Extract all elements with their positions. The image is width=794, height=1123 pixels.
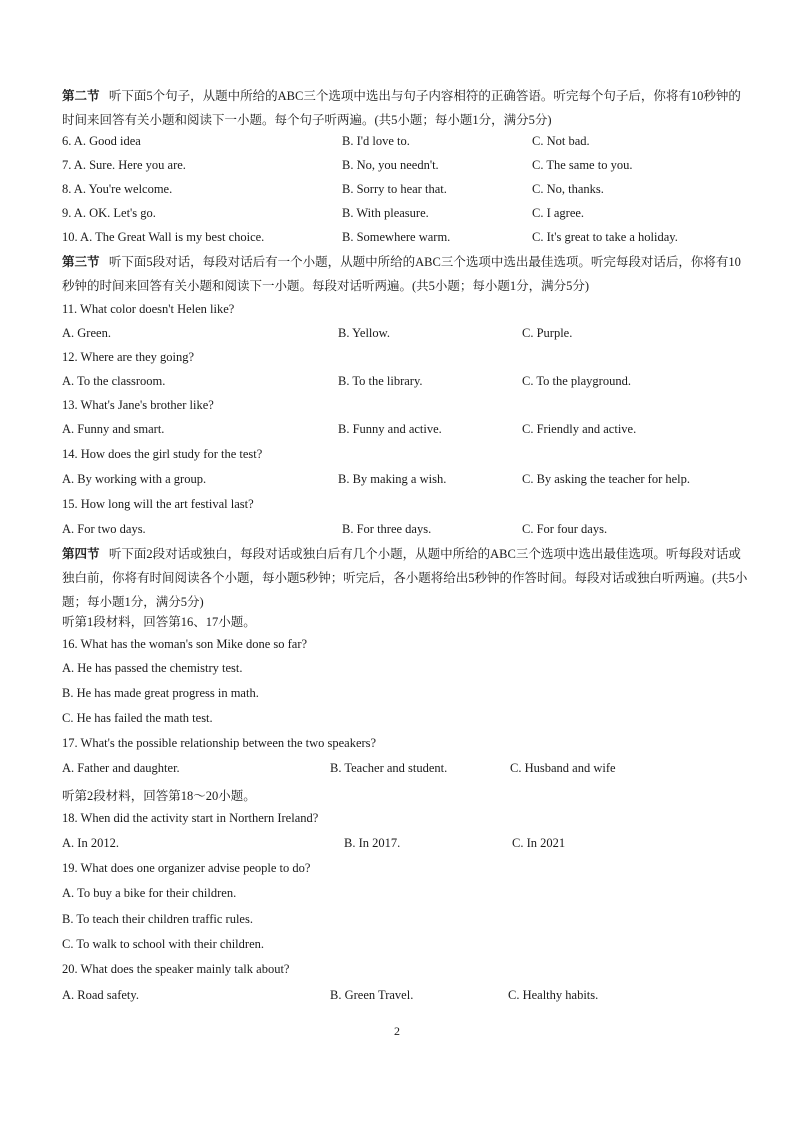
option-c: C. Purple.	[522, 326, 573, 340]
section-3-instructions	[62, 250, 752, 298]
option-c: C. No, thanks.	[532, 182, 604, 196]
option-b: B. I'd love to.	[342, 134, 410, 148]
question-row	[62, 230, 762, 252]
option-b: B. Teacher and student.	[330, 761, 448, 775]
material-instruction: 听第2段材料，回答第18～20小题。	[62, 789, 256, 803]
option-b: B. He has made great progress in math.	[62, 686, 259, 700]
question-stem: 17. What's the possible relationship between the two speakers?	[62, 736, 377, 750]
option-row	[62, 422, 762, 444]
option-a: 7. A. Sure. Here you are.	[62, 158, 186, 172]
option-row	[62, 836, 762, 858]
option-row	[62, 326, 762, 348]
option-a: 9. A. OK. Let's go.	[62, 206, 156, 220]
option-row	[62, 472, 762, 494]
option-b: B. Green Travel.	[330, 988, 414, 1002]
option-a: A. He has passed the chemistry test.	[62, 661, 243, 675]
question-stem: 20. What does the speaker mainly talk about?	[62, 962, 290, 976]
option-a: A. For two days.	[62, 522, 146, 536]
section-4-instructions	[62, 542, 752, 614]
option-b: B. By making a wish.	[338, 472, 447, 486]
question-stem: 19. What does one organizer advise people to do?	[62, 861, 311, 875]
option-c: C. Not bad.	[532, 134, 590, 148]
section-text: 听下面5个句子，从题中所给的ABC三个选项中选出与句子内容相符的正确答语。听完每个句子后，你将有10秒钟的时间来回答有关小题和阅读下一小题。每个句子听两遍。(共5小题；每小题1分，满分5分)	[62, 89, 741, 127]
option-b: B. Sorry to hear that.	[342, 182, 447, 196]
option-a: A. In 2012.	[62, 836, 119, 850]
question-stem: 18. When did the activity start in Northern Ireland?	[62, 811, 319, 825]
section-text: 听下面2段对话或独白，每段对话或独白后有几个小题，从题中所给的ABC三个选项中选出最佳选项。听每段对话或独白前，你将有时间阅读各个小题，每小题5秒钟；听完后，各小题将给出5秒钟的作答时间。每段对话或独白听两遍。(共5小题；每小题1分，满分5分)	[62, 547, 748, 609]
option-a: A. Funny and smart.	[62, 422, 165, 436]
option-c: C. Healthy habits.	[508, 988, 599, 1002]
section-heading: 第三节	[62, 255, 100, 269]
option-a: A. To buy a bike for their children.	[62, 886, 237, 900]
option-b: B. Funny and active.	[338, 422, 442, 436]
option-c: C. To the playground.	[522, 374, 631, 388]
option-row	[62, 522, 762, 544]
question-stem: 15. How long will the art festival last?	[62, 497, 254, 511]
option-b: B. For three days.	[342, 522, 432, 536]
section-text: 听下面5段对话，每段对话后有一个小题，从题中所给的ABC三个选项中选出最佳选项。听完每段对话后，你将有10秒钟的时间来回答有关小题和阅读下一小题。每段对话听两遍。(共5小题；每小题1分，满分5分)	[62, 255, 741, 293]
option-b: B. With pleasure.	[342, 206, 429, 220]
question-stem: 16. What has the woman's son Mike done so far?	[62, 637, 308, 651]
option-a: A. By working with a group.	[62, 472, 207, 486]
option-c: C. I agree.	[532, 206, 585, 220]
option-b: B. To teach their children traffic rules.	[62, 912, 253, 926]
option-b: B. In 2017.	[344, 836, 401, 850]
question-row	[62, 206, 762, 228]
question-row	[62, 182, 762, 204]
section-heading: 第二节	[62, 89, 100, 103]
option-a: A. To the classroom.	[62, 374, 166, 388]
page-number: 2	[394, 1024, 400, 1038]
question-stem: 11. What color doesn't Helen like?	[62, 302, 235, 316]
section-heading: 第四节	[62, 547, 100, 561]
option-c: C. Husband and wife	[510, 761, 616, 775]
question-stem: 13. What's Jane's brother like?	[62, 398, 214, 412]
option-c: C. He has failed the math test.	[62, 711, 213, 725]
option-c: C. For four days.	[522, 522, 608, 536]
option-b: B. Somewhere warm.	[342, 230, 451, 244]
option-a: 6. A. Good idea	[62, 134, 141, 148]
option-b: B. To the library.	[338, 374, 423, 388]
option-a: 8. A. You're welcome.	[62, 182, 173, 196]
option-row	[62, 374, 762, 396]
question-stem: 12. Where are they going?	[62, 350, 195, 364]
option-row	[62, 761, 762, 783]
option-c: C. In 2021	[512, 836, 566, 850]
option-a: A. Road safety.	[62, 988, 139, 1002]
option-c: C. The same to you.	[532, 158, 633, 172]
option-a: 10. A. The Great Wall is my best choice.	[62, 230, 265, 244]
option-row	[62, 988, 762, 1010]
question-row	[62, 158, 762, 180]
option-c: C. To walk to school with their children.	[62, 937, 264, 951]
option-c: C. It's great to take a holiday.	[532, 230, 678, 244]
option-c: C. Friendly and active.	[522, 422, 637, 436]
option-b: B. Yellow.	[338, 326, 390, 340]
question-stem: 14. How does the girl study for the test?	[62, 447, 263, 461]
option-b: B. No, you needn't.	[342, 158, 439, 172]
option-a: A. Father and daughter.	[62, 761, 180, 775]
question-row	[62, 134, 762, 156]
material-instruction: 听第1段材料，回答第16、17小题。	[62, 615, 256, 629]
option-c: C. By asking the teacher for help.	[522, 472, 691, 486]
option-a: A. Green.	[62, 326, 111, 340]
section-2-instructions	[62, 84, 752, 132]
